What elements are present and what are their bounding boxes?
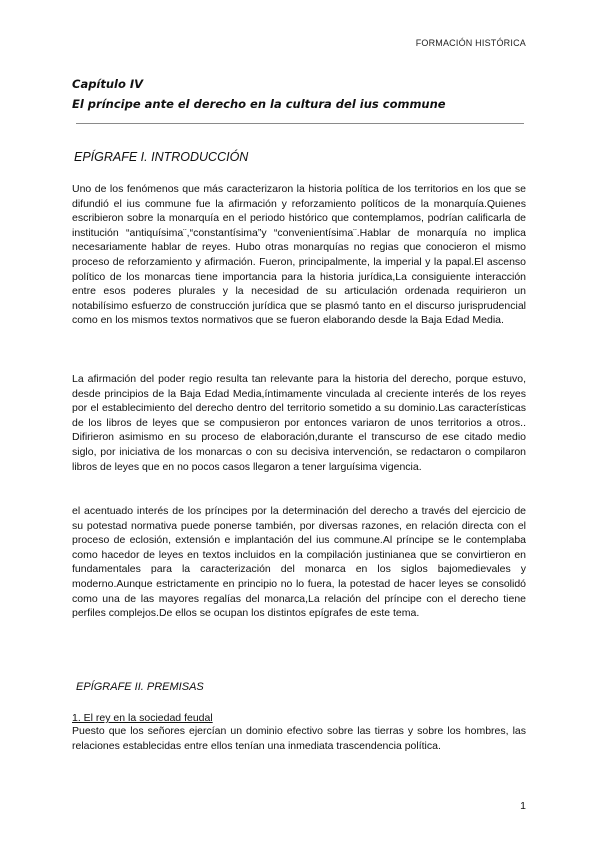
paragraph: Uno de los fenómenos que más caracterizaron la historia política de los territorios en los que se difundió el ius commune fue la afirmación y reforzamiento políticos de la monarquía.Quienes escribieron sobre la monarquía en el periodo histórico que contemplamos, podrían calificarla de institución “antiquísima¨,“constantísima”y “convenientísima¨.Hablar de monarquía no implica necesariamente hablar de reyes. Hubo otras monarquías no regias que conocieron el mismo proceso de reforzamiento y afirmación. Fueron, principalmente, la imperial y la papal.El ascenso político de los monarcas tiene importancia para la historia jurídica,La consiguiente interacción entre esos poderes plurales y la necesidad de su articulación ordenada requirieron un notabilísimo esfuerzo de construcción jurídica que se plasmó tanto en el discurso jurisprudencial como en los mismos textos normativos que se fueron elaborando desde la Baja Edad Media.: [72, 183, 526, 327]
chapter-heading: [72, 74, 528, 114]
horizontal-divider: [76, 123, 524, 124]
subsection-heading: 1. El rey en la sociedad feudal: [72, 712, 213, 724]
paragraph: Puesto que los señores ejercían un dominio efectivo sobre las tierras y sobre los hombres, las relaciones establecidas entre ellos tenían una inmediata trascendencia política.: [72, 725, 526, 752]
chapter-title: El príncipe ante el derecho en la cultura del ius commune: [72, 97, 446, 111]
section-heading-premisas: EPÍGRAFE II. PREMISAS: [76, 681, 204, 693]
chapter-label: Capítulo IV: [72, 77, 144, 91]
paragraph: el acentuado interés de los príncipes por la determinación del derecho a través del ejercicio de su potestad normativa puede ponerse también, por diversas razones, en relación directa con el proceso de eclosión, extensión e implantación del ius commune.Al príncipe se le contemplaba como hacedor de leyes en textos incluidos en la compilación justinianea que se convirtieron en fundamentales para la caracterización del monarca en los siglos bajomedievales y moderno.Aunque estrictamente en principio no lo fuera, la potestad de hacer leyes se consolidó como una de las mayores regalías del monarca,La relación del príncipe con el derecho tiene perfiles complejos.De ellos se ocupan los distintos epígrafes de este tema.: [72, 505, 526, 620]
running-header: FORMACIÓN HISTÓRICA: [415, 38, 526, 48]
page-number: 1: [520, 800, 526, 812]
section-heading-introduccion: EPÍGRAFE I. INTRODUCCIÓN: [74, 150, 249, 164]
paragraph: La afirmación del poder regio resulta tan relevante para la historia del derecho, porque estuvo, desde principios de la Baja Edad Media,íntimamente vinculada al creciente interés de los reyes por el establecimiento del derecho dentro del territorio sometido a su dominio.Las características de los libros de leyes que se compusieron por entonces variaron de unos territorios a otros.. Difirieron asimismo en su proceso de elaboración,durante el transcurso de ese citado medio siglo, por iniciativa de los monarcas o con su decisiva intervención, se redactaron o compilaron libros de leyes que en no pocos casos llegaron a tener larguísima vigencia.: [72, 373, 526, 473]
